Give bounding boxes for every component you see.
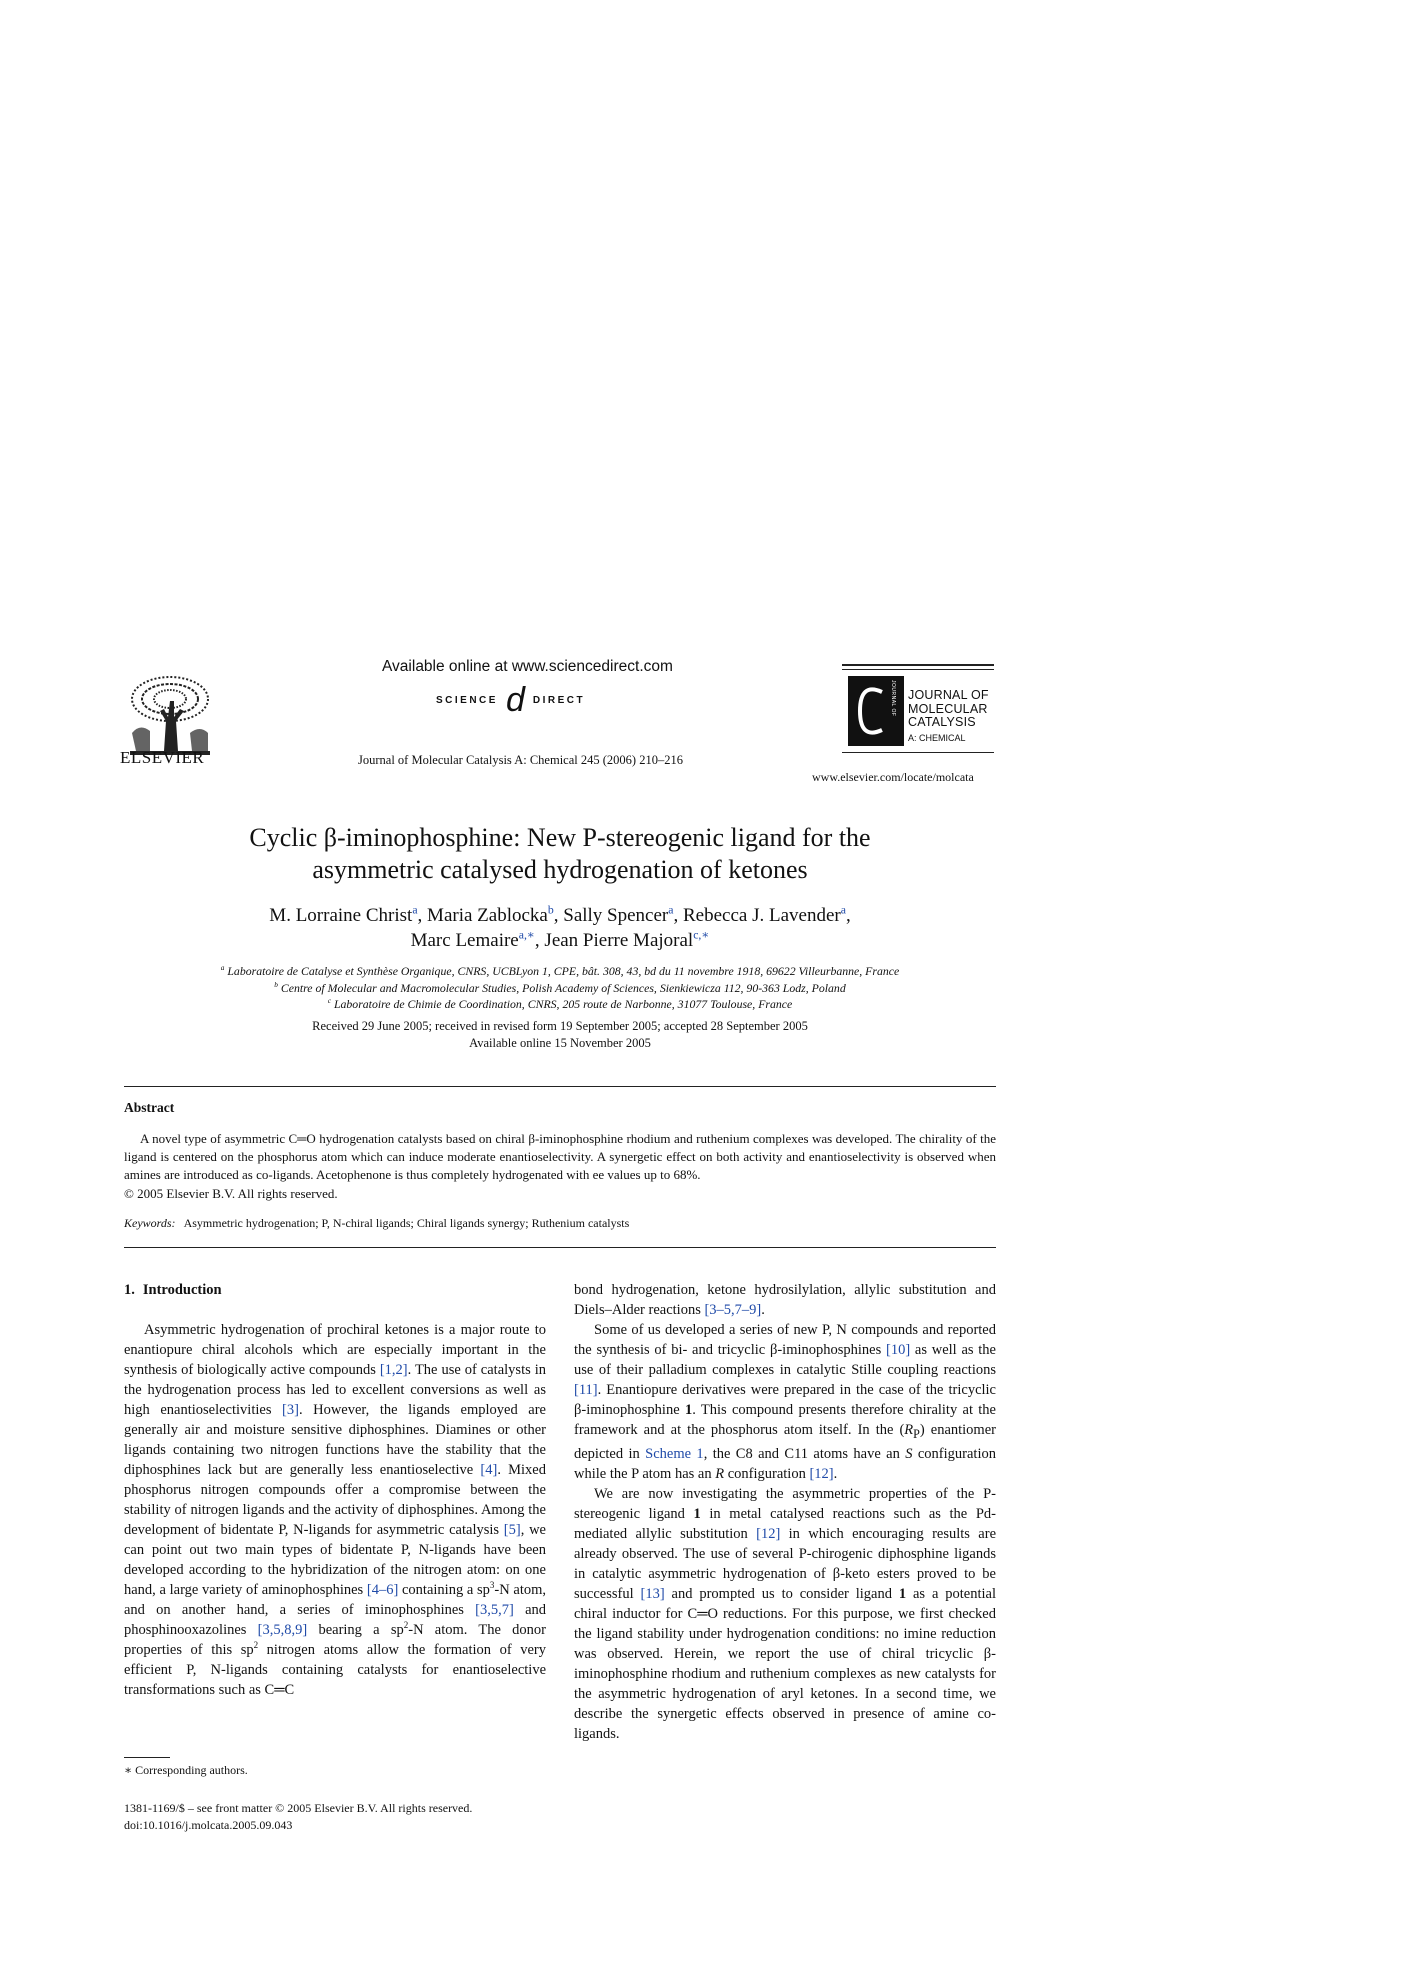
journal-logo-subtitle: A: CHEMICAL [908, 733, 966, 743]
keywords-label: Keywords: [124, 1216, 176, 1230]
body-column-left [124, 1280, 546, 1700]
affiliation-marker[interactable]: a,∗ [518, 928, 535, 942]
affiliations [120, 963, 1000, 1013]
keywords [124, 1216, 996, 1231]
front-matter-text: 1381-1169/$ – see front matter © 2005 Elsevier B.V. All rights reserved. [124, 1801, 473, 1815]
author-name[interactable]: Jean Pierre Majoral [544, 930, 694, 951]
section-heading [124, 1280, 546, 1300]
title-line: Cyclic β-iminophosphine: New P-stereogenic ligand for the [249, 823, 871, 852]
citation-link[interactable]: [5] [503, 1522, 521, 1538]
affiliation-text: Laboratoire de Chimie de Coordination, CNRS, 205 route de Narbonne, 31077 Toulouse, France [333, 997, 793, 1011]
divider [124, 1247, 996, 1248]
affiliation-text: Centre of Molecular and Macromolecular Studies, Polish Academy of Sciences, Sienkiewicza 112, 90-363 Lodz, Poland [280, 980, 846, 995]
publisher-name: ELSEVIER [120, 748, 205, 767]
citation-link[interactable]: [12] [756, 1525, 781, 1542]
affiliation-marker[interactable]: a [412, 903, 418, 917]
paragraph: Some of us developed a series of new P, N compounds and reported the synthesis of bi- and tricyclic β-iminophosphines [10] as well as the use of their palladium complexes in catalytic Stille coupling reactions [11]. Enantiopure derivatives were prepared in the case of the tricyclic β-iminophosphine 1. This compound presents therefore chirality at the framework and at the phosphorus atom itself. In the $(R_P)$ enantiomer depicted in Scheme 1, the C8 and C11 atoms have an S configuration while the P atom has an R configuration [12]. [574, 1322, 996, 1482]
section-number: 1. [124, 1282, 135, 1298]
author-name[interactable]: M. Lorraine Christ [269, 905, 413, 926]
author-name[interactable]: Maria Zablocka [427, 905, 548, 926]
affiliation-marker[interactable]: a [668, 903, 674, 917]
citation-link[interactable]: [3–5,7–9] [704, 1302, 762, 1318]
affiliation-mark: c [327, 996, 331, 1006]
affiliation-item [120, 980, 1000, 997]
article-title [150, 822, 970, 886]
citation-link[interactable]: [4–6] [366, 1582, 399, 1598]
citation-link[interactable]: [3,5,8,9] [257, 1622, 308, 1638]
section-title: Introduction [142, 1282, 222, 1298]
journal-logo-name [908, 689, 989, 730]
citation-link[interactable]: [4] [480, 1462, 498, 1478]
divider [124, 1086, 996, 1087]
abstract-heading: Abstract [124, 1100, 175, 1115]
journal-logo-vertical-text: JOURNAL OF [890, 680, 896, 717]
available-online-link[interactable]: Available online at www.sciencedirect.com [382, 658, 673, 675]
journal-c-icon [856, 684, 886, 738]
author-name[interactable]: Rebecca J. Lavender [683, 905, 841, 926]
title-line: asymmetric catalysed hydrogenation of ketones [312, 855, 808, 884]
citation-link[interactable]: [12] [809, 1465, 834, 1482]
journal-logo-rule [842, 752, 994, 753]
affiliation-marker[interactable]: b [547, 903, 554, 917]
sciencedirect-logo-left: SCIENCE [436, 694, 498, 706]
author-list: M. Lorraine Christ$^a$, Maria Zablocka$^b$, Sally Spencer$^a$, Rebecca J. Lavender$^a$, Marc Lemaire$^{a,∗}$, Jean Pierre Majoral$^{c,∗}$ [269, 903, 851, 951]
sciencedirect-logo-at-icon: d [505, 681, 525, 719]
available-date: Available online 15 November 2005 [469, 1036, 651, 1050]
journal-logo-line: MOLECULAR [908, 701, 988, 716]
sciencedirect-logo-right: DIRECT [532, 694, 586, 706]
abstract-copyright: © 2005 Elsevier B.V. All rights reserved. [124, 1185, 338, 1201]
citation-link[interactable]: [11] [574, 1382, 598, 1398]
citation-link[interactable]: [3,5,7] [475, 1602, 514, 1618]
keywords-list: Asymmetric hydrogenation; P, N-chiral ligands; Chiral ligands synergy; Ruthenium catalysts [183, 1216, 630, 1230]
author-name[interactable]: Sally Spencer [563, 905, 669, 926]
affiliation-mark: b [274, 979, 278, 989]
body-column-right [574, 1280, 996, 1744]
affiliation-item [120, 963, 1000, 980]
received-dates: Received 29 June 2005; received in revised form 19 September 2005; accepted 28 September 2005 [312, 1019, 808, 1033]
author-name[interactable]: Marc Lemaire [410, 930, 519, 951]
front-matter [124, 1800, 472, 1834]
citation-link[interactable]: [3] [282, 1402, 299, 1418]
journal-logo-line: JOURNAL OF [908, 688, 989, 702]
affiliation-mark: a [220, 963, 225, 973]
citation-link[interactable]: [1,2] [379, 1362, 408, 1378]
journal-citation: Journal of Molecular Catalysis A: Chemical 245 (2006) 210–216 [358, 753, 683, 767]
paragraph: We are now investigating the asymmetric properties of the P-stereogenic ligand 1 in metal catalysed reactions such as the Pd-mediated allylic substitution [12] in which encouraging results are already observed. The use of several P-chirogenic diphosphine ligands in catalytic asymmetric hydrogenation of β-keto esters proved to be successful [13] and prompted us to consider ligand 1 as a potential chiral inductor for C═O reductions. For this purpose, we first checked the ligand stability under hydrogenation conditions: no imine reduction was observed. Herein, we report the use of chiral tricyclic β-iminophosphine rhodium and ruthenium complexes as new catalysts for the asymmetric hydrogenation of aryl ketones. In a second time, we describe the synergetic effects observed in presence of amine co-ligands. [574, 1485, 997, 1742]
paragraph: bond hydrogenation, ketone hydrosilylation, allylic substitution and Diels–Alder reactions [3–5,7–9]. [574, 1282, 996, 1318]
journal-logo-rule [842, 664, 994, 666]
affiliation-text: Laboratoire de Catalyse et Synthèse Organique, CNRS, UCBLyon 1, CPE, bât. 308, 43, bd du 11 novembre 1918, 69622 Villeurbanne, France [227, 964, 900, 978]
doi-link[interactable]: doi:10.1016/j.molcata.2005.09.043 [124, 1818, 293, 1832]
abstract-text: A novel type of asymmetric C═O hydrogenation catalysts based on chiral β-iminophosphine rhodium and ruthenium complexes was developed. The chirality of the ligand is centered on the phosphorus atom which can induce moderate enantioselectivity. A synergetic effect on both activity and enantioselectivity is observed when amines are introduced as co-ligands. Acetophenone is thus completely hydrogenated with ee values up to 68%. [124, 1131, 996, 1183]
citation-link[interactable]: [10] [886, 1342, 911, 1358]
sciencedirect-logo [436, 680, 585, 720]
affiliation-item [120, 996, 1000, 1013]
paragraph: Asymmetric hydrogenation of prochiral ketones is a major route to enantiopure chiral alcohols which are especially important in the synthesis of biologically active compounds [1,2]. The use of catalysts in the hydrogenation process has led to excellent conversions as well as high enantioselectivities [3]. However, the ligands employed are generally air and moisture sensitive diphosphines. Diamines or other ligands containing two nitrogen functions have the stability that the diphosphines lack but are generally less enantioselective [4]. Mixed phosphorus nitrogen compounds offer a compromise between the stability of nitrogen ligands and the activity of diphosphines. Among the development of bidentate P, N-ligands for asymmetric catalysis [5], we can point out two main types of bidentate P, N-ligands have been developed according to the hybridization of the nitrogen atom: on one hand, a large variety of aminophosphines [4–6] containing a $sp^3-N$ atom, and on another hand, a series of iminophosphines [3,5,7] and phosphinooxazolines [3,5,8,9] bearing a $sp^2-N$ atom. The donor properties of this $sp^2$ nitrogen atoms allow the formation of very efficient P, N-ligands containing catalysts for enantioselective transformations such as C═C [124, 1322, 547, 1698]
footnote: ∗ Corresponding authors. [124, 1763, 248, 1777]
journal-url-link[interactable]: www.elsevier.com/locate/molcata [812, 770, 974, 784]
abstract-body [124, 1130, 996, 1203]
affiliation-marker[interactable]: c,∗ [693, 928, 710, 942]
scheme-link[interactable]: Scheme 1 [645, 1445, 704, 1462]
journal-logo-line: CATALYSIS [908, 715, 976, 729]
citation-link[interactable]: [13] [640, 1585, 665, 1602]
journal-logo-rule [842, 669, 994, 670]
article-dates [150, 1018, 970, 1052]
affiliation-marker[interactable]: a [840, 903, 846, 917]
footnote-rule [124, 1757, 170, 1758]
